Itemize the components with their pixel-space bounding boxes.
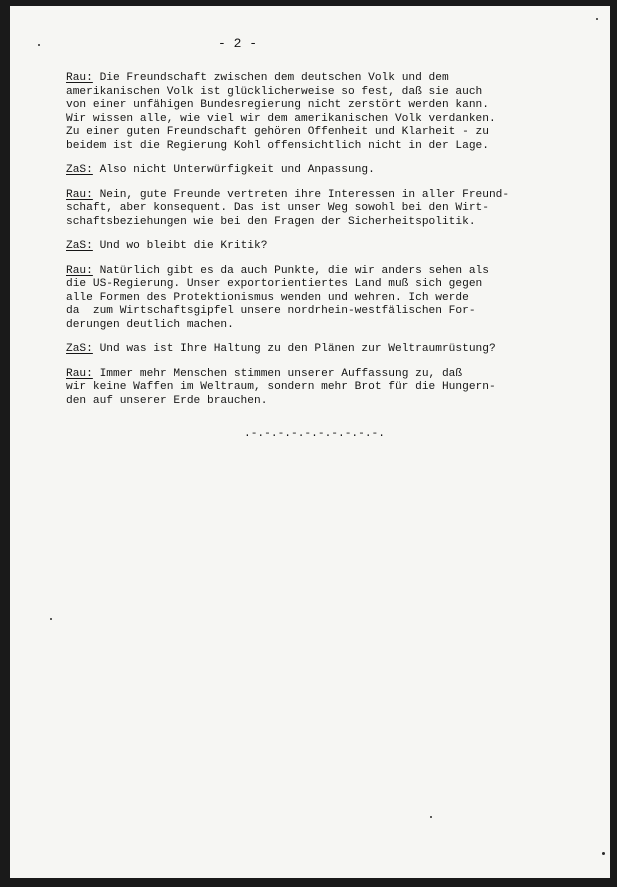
closing-mark: .-.-.-.-.-.-.-.-.-.-. (244, 428, 385, 440)
scan-speck (38, 44, 40, 46)
text-line: Die Freundschaft zwischen dem deutschen Volk und dem (99, 72, 449, 84)
text-line: Zu einer guten Freundschaft gehören Offenheit und Klarheit - zu (66, 126, 489, 138)
interview-paragraph (66, 189, 586, 230)
text-line: beidem ist die Regierung Kohl offensichtlich nicht in der Lage. (66, 139, 489, 152)
scan-speck (50, 618, 52, 620)
scan-speck (430, 816, 432, 818)
interview-paragraph (66, 72, 586, 153)
scan-speck (596, 18, 598, 20)
text-line: den auf unserer Erde brauchen. (66, 394, 268, 407)
interview-paragraph (66, 265, 586, 333)
interview-paragraph (66, 164, 586, 178)
interview-text (66, 72, 586, 419)
text-line: von einer unfähigen Bundesregierung nicht zerstört werden kann. (66, 99, 489, 111)
text-line: Und was ist Ihre Haltung zu den Plänen zur Weltraumrüstung? (99, 343, 496, 355)
text-line: Und wo bleibt die Kritik? (99, 240, 268, 252)
speaker-label: Rau: (66, 72, 93, 84)
text-line: alle Formen des Protektionismus wenden und wehren. Ich werde (66, 291, 469, 304)
text-line: schaft, aber konsequent. Das ist unser Weg sowohl bei den Wirt- (66, 202, 489, 214)
speaker-label: Rau: (66, 188, 93, 201)
speaker-label: ZaS: (66, 164, 93, 176)
speaker-label: Rau: (66, 367, 93, 380)
text-line: Nein, gute Freunde vertreten ihre Interessen in aller Freund- (99, 188, 510, 201)
speaker-label: Rau: (66, 264, 93, 277)
text-line: Natürlich gibt es da auch Punkte, die wir anders sehen als (99, 264, 489, 277)
interview-paragraph (66, 343, 586, 357)
text-line: Immer mehr Menschen stimmen unserer Auffassung zu, daß (99, 367, 463, 380)
interview-paragraph (66, 240, 586, 254)
text-line: Wir wissen alle, wie viel wir dem amerikanischen Volk verdanken. (66, 112, 496, 125)
text-line: Also nicht Unterwürfigkeit und Anpassung. (99, 164, 375, 176)
text-line: die US-Regierung. Unser exportorientiertes Land muß sich gegen (66, 278, 483, 290)
text-line: derungen deutlich machen. (66, 318, 234, 331)
page-number: - 2 - (218, 36, 258, 51)
text-line: amerikanischen Volk ist glücklicherweise so fest, daß sie auch (66, 85, 483, 98)
document-page (10, 6, 610, 878)
speaker-label: ZaS: (66, 240, 93, 252)
interview-paragraph (66, 368, 586, 409)
text-line: da zum Wirtschaftsgipfel unsere nordrhein-westfälischen For- (66, 305, 476, 317)
text-line: schaftsbeziehungen wie bei den Fragen der Sicherheitspolitik. (66, 215, 476, 228)
speaker-label: ZaS: (66, 343, 93, 355)
text-line: wir keine Waffen im Weltraum, sondern mehr Brot für die Hungern- (66, 381, 496, 393)
scan-speck (602, 852, 605, 855)
